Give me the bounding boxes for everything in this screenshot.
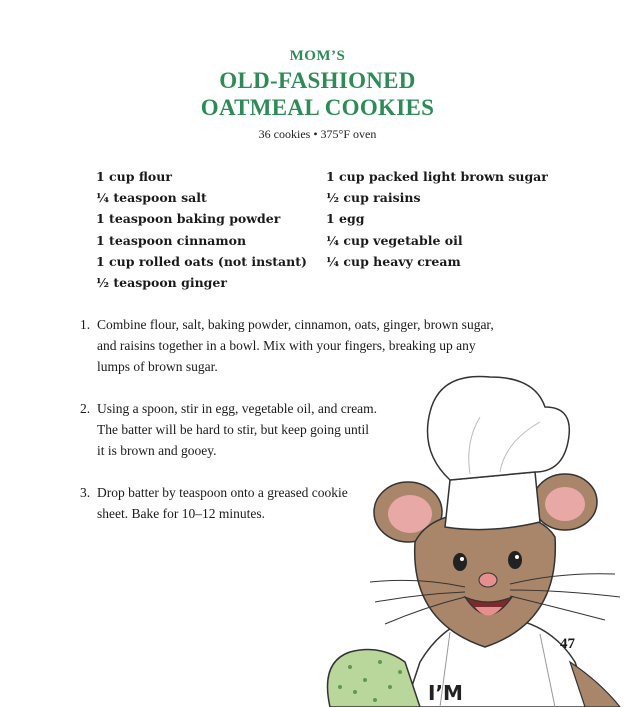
ingredient-item: 1 teaspoon cinnamon xyxy=(96,232,247,248)
recipe-kicker: MOM’S xyxy=(289,48,346,64)
recipe-title-line-1: OLD-FASHIONED xyxy=(219,68,416,93)
step-text-line: Using a spoon, stir in egg, vegetable oil, and cream. xyxy=(97,401,378,416)
chef-hat-top xyxy=(428,376,570,480)
ingredient-item: ½ teaspoon ginger xyxy=(96,274,227,290)
ingredient-item: ¼ cup heavy cream xyxy=(326,253,461,269)
page-number: 47 xyxy=(560,636,575,652)
ingredient-item: 1 cup packed light brown sugar xyxy=(326,169,548,184)
ingredients-left-column xyxy=(96,166,307,293)
step-text-line: and raisins together in a bowl. Mix with your fingers, breaking up any xyxy=(97,338,476,353)
step-text-line: Combine flour, salt, baking powder, cinnamon, oats, ginger, brown sugar, xyxy=(97,317,494,332)
step-text-line: Drop batter by teaspoon onto a greased cookie xyxy=(97,485,348,500)
step-text-line: The batter will be hard to stir, but keep going until xyxy=(97,422,370,437)
mouse-nose xyxy=(479,573,497,587)
left-eye xyxy=(453,553,467,571)
recipe-title-line-2: OATMEAL COOKIES xyxy=(200,95,435,120)
ingredient-item: ½ cup raisins xyxy=(326,190,421,206)
chef-hat-band xyxy=(445,472,540,530)
ingredient-item: 1 cup flour xyxy=(96,169,172,184)
ingredients-right-column xyxy=(326,166,548,272)
step-text-line: sheet. Bake for 10–12 minutes. xyxy=(97,506,265,521)
step-number: 2. xyxy=(80,401,91,416)
ingredient-item: ¼ cup vegetable oil xyxy=(326,232,463,248)
step-text-line: lumps of brown sugar. xyxy=(97,359,218,374)
step-number: 1. xyxy=(80,317,91,332)
apron-lettering: I’M xyxy=(428,681,463,705)
right-eye xyxy=(508,551,522,569)
step-text-line: it is brown and gooey. xyxy=(97,443,217,458)
ingredient-item: 1 teaspoon baking powder xyxy=(96,211,281,227)
recipe-yield: 36 cookies • 375°F oven xyxy=(258,127,377,141)
ingredient-item: 1 egg xyxy=(326,211,365,227)
ingredient-item: 1 cup rolled oats (not instant) xyxy=(96,253,307,269)
oven-mitt xyxy=(328,650,421,707)
ingredient-item: ¼ teaspoon salt xyxy=(96,190,207,206)
chef-mouse-illustration xyxy=(300,362,635,707)
step-number: 3. xyxy=(80,485,91,500)
